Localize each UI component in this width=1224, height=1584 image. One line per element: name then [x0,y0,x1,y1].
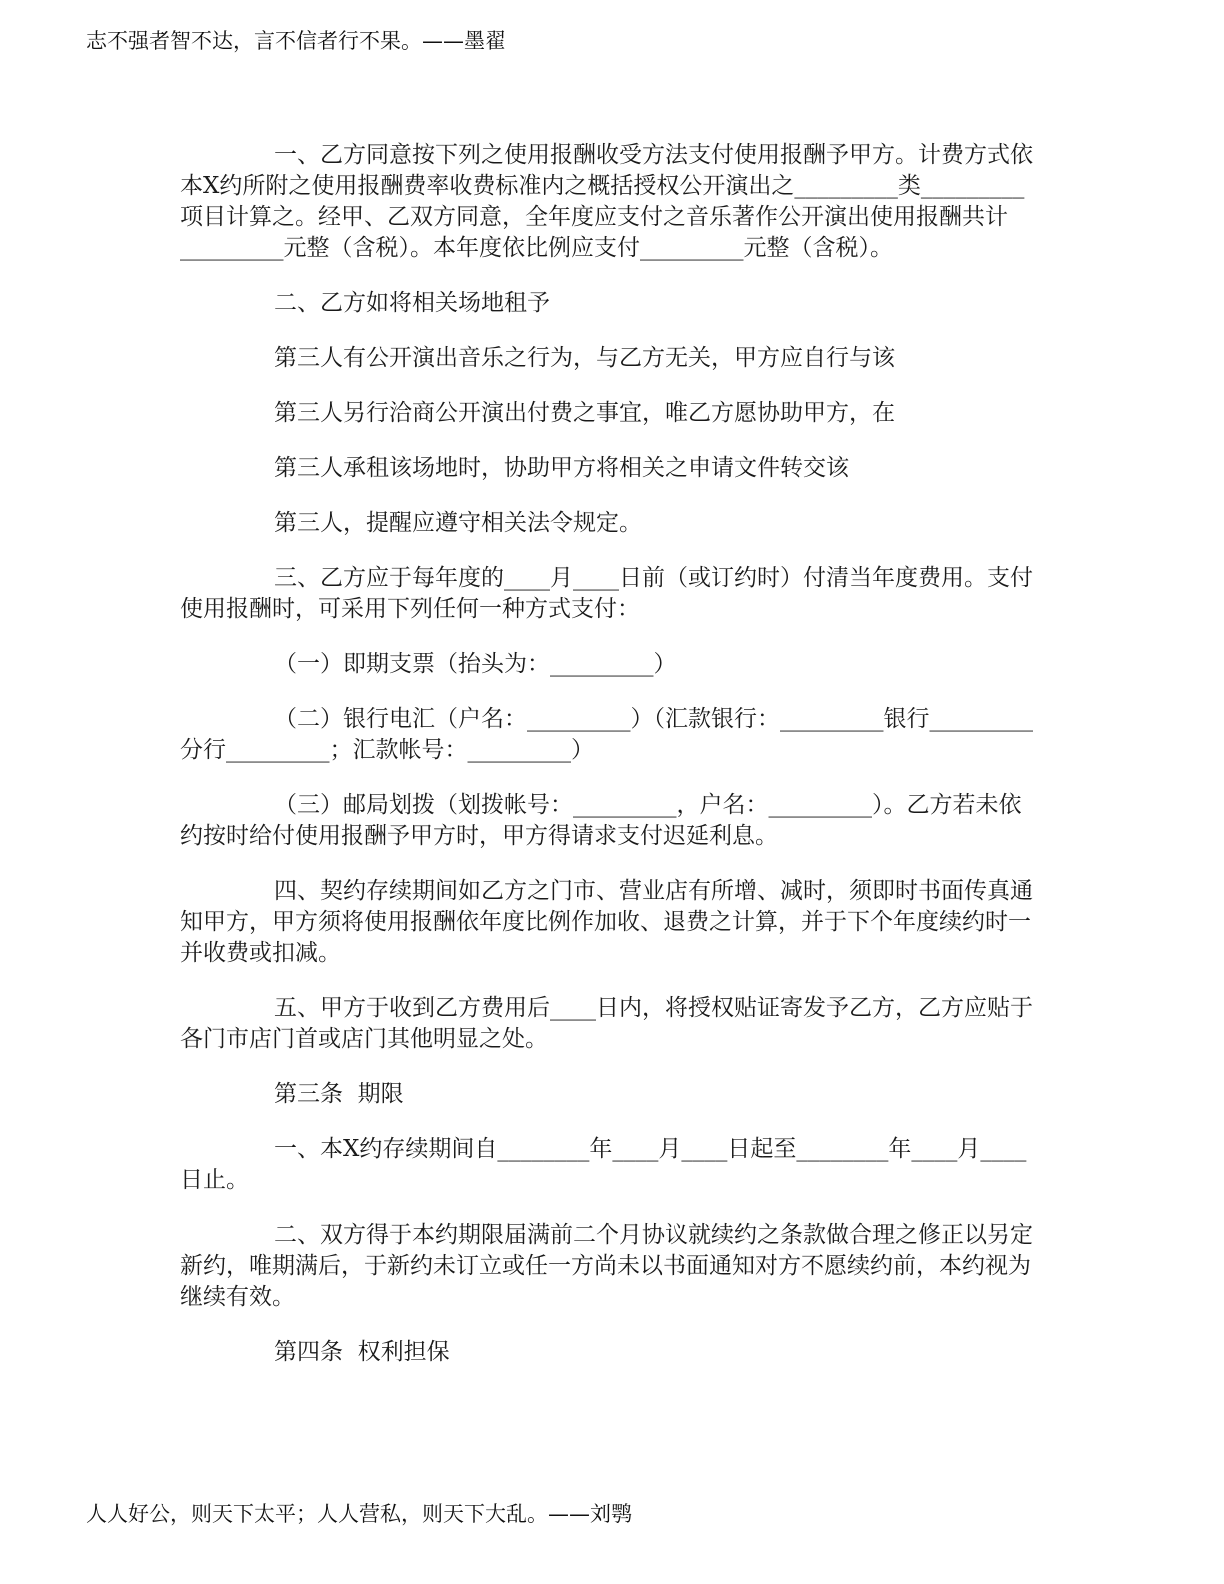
paragraph-payment-check: （一）即期支票（抬头为：_________） [274,651,677,677]
paragraph-store-changes: 四、契约存续期间如乙方之门市、营业店有所增、减时，须即时书面传真通知甲方，甲方须将使用报酬依年度比例作加收、退费之计算，并于下个年度续约时一并收费或扣减。 [180,878,1033,966]
paragraph-payment-postal: （三）邮局划拨（划拨帐号：_________，户名：_________）。乙方若未依约按时给付使用报酬予甲方时，甲方得请求支付迟延利息。 [180,792,1022,849]
section-heading-warranty: 第四条 权利担保 [274,1339,450,1365]
paragraph-third-party-4: 第三人，提醒应遵守相关法令规定。 [274,510,642,536]
paragraph-third-party-1: 第三人有公开演出音乐之行为，与乙方无关，甲方应自行与该 [274,345,895,371]
contract-body [180,140,1040,1368]
paragraph-venue-lease: 二、乙方如将相关场地租予 [274,290,550,316]
paragraph-payment-wire: （二）银行电汇（户名：_________）（汇款银行：_________银行_________分行_________；汇款帐号：_________） [180,706,1033,763]
paragraph-third-party-3: 第三人承租该场地时，协助甲方将相关之申请文件转交该 [274,455,849,481]
paragraph-payment-deadline: 三、乙方应于每年度的____月____日前（或订约时）付清当年度费用。支付使用报酬时，可采用下列任何一种方式支付： [180,565,1033,622]
section-heading-term: 第三条 期限 [274,1081,404,1107]
header-quote: 志不强者智不达，言不信者行不果。——墨翟 [86,29,506,53]
paragraph-renewal: 二、双方得于本约期限届满前二个月协议就续约之条款做合理之修正以另定新约，唯期满后，于新约未订立或任一方尚未以书面通知对方不愿续约前，本约视为继续有效。 [180,1222,1033,1310]
paragraph-license-sticker: 五、甲方于收到乙方费用后____日内，将授权贴证寄发予乙方，乙方应贴于各门市店门首或店门其他明显之处。 [180,995,1033,1052]
paragraph-fee-method: 一、乙方同意按下列之使用报酬收受方法支付使用报酬予甲方。计费方式依本X约所附之使用报酬费率收费标准内之概括授权公开演出之_________类_________项目计算之。经甲、乙双方同意，全年度应支付之音乐著作公开演出使用报酬共计_________元整（含税）。本年度依比例应支付_________元整（含税）。 [180,142,1033,261]
paragraph-third-party-2: 第三人另行洽商公开演出付费之事宜，唯乙方愿协助甲方，在 [274,400,895,426]
footer-quote: 人人好公，则天下太平；人人营私，则天下大乱。——刘鹗 [86,1502,632,1526]
paragraph-term-period: 一、本X约存续期间自________年____月____日起至________年____月____日止。 [180,1136,1027,1193]
